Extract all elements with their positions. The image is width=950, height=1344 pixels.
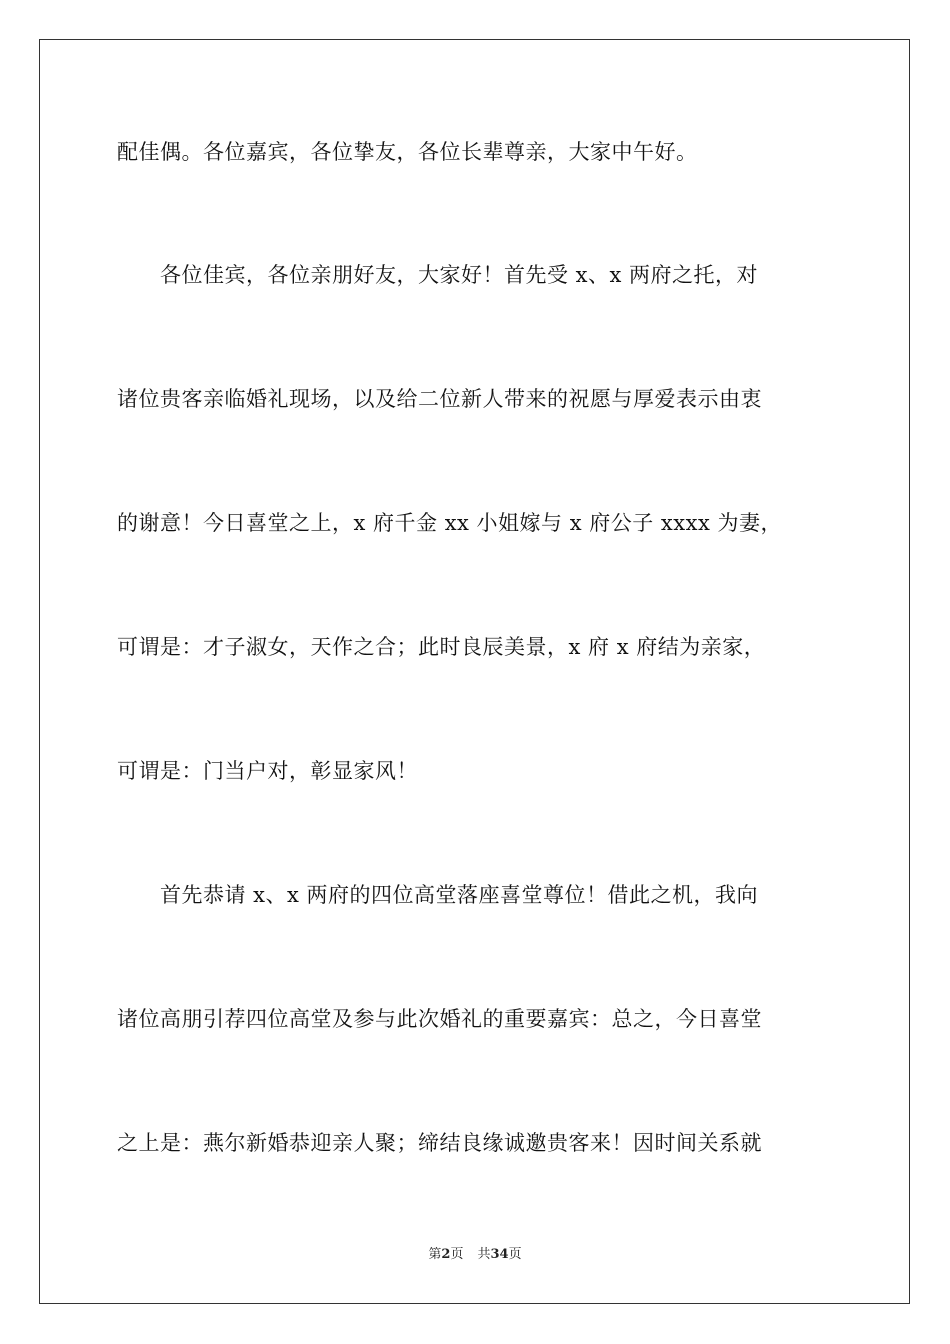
text-line-9: 之上是：燕尔新婚恭迎亲人聚；缔结良缘诚邀贵客来！因时间关系就	[117, 1131, 762, 1155]
footer-total-suffix: 页	[508, 1247, 522, 1262]
footer-total-pages: 34	[490, 1247, 509, 1262]
footer-page-suffix: 页	[450, 1247, 464, 1262]
text-line-1: 配佳偶。各位嘉宾，各位挚友，各位长辈尊亲，大家中午好。	[117, 140, 698, 164]
footer-page-prefix: 第	[428, 1247, 442, 1262]
text-line-4: 的谢意！今日喜堂之上，x 府千金 xx 小姐嫁与 x 府公子 xxxx 为妻，	[117, 511, 782, 535]
page-border	[39, 39, 910, 1304]
text-line-6: 可谓是：门当户对，彰显家风！	[117, 759, 418, 783]
text-line-3: 诸位贵客亲临婚礼现场，以及给二位新人带来的祝愿与厚爱表示由衷	[117, 387, 762, 411]
text-line-2: 各位佳宾，各位亲朋好友，大家好！首先受 x、x 两府之托，对	[117, 263, 759, 287]
page-footer	[0, 1246, 950, 1264]
text-line-7: 首先恭请 x、x 两府的四位高堂落座喜堂尊位！借此之机，我向	[117, 883, 759, 907]
footer-total-prefix: 共	[477, 1247, 491, 1262]
text-line-8: 诸位高朋引荐四位高堂及参与此次婚礼的重要嘉宾：总之，今日喜堂	[117, 1007, 762, 1031]
footer-page-number: 2	[441, 1247, 451, 1262]
text-line-5: 可谓是：才子淑女，天作之合；此时良辰美景，x 府 x 府结为亲家，	[117, 635, 766, 659]
